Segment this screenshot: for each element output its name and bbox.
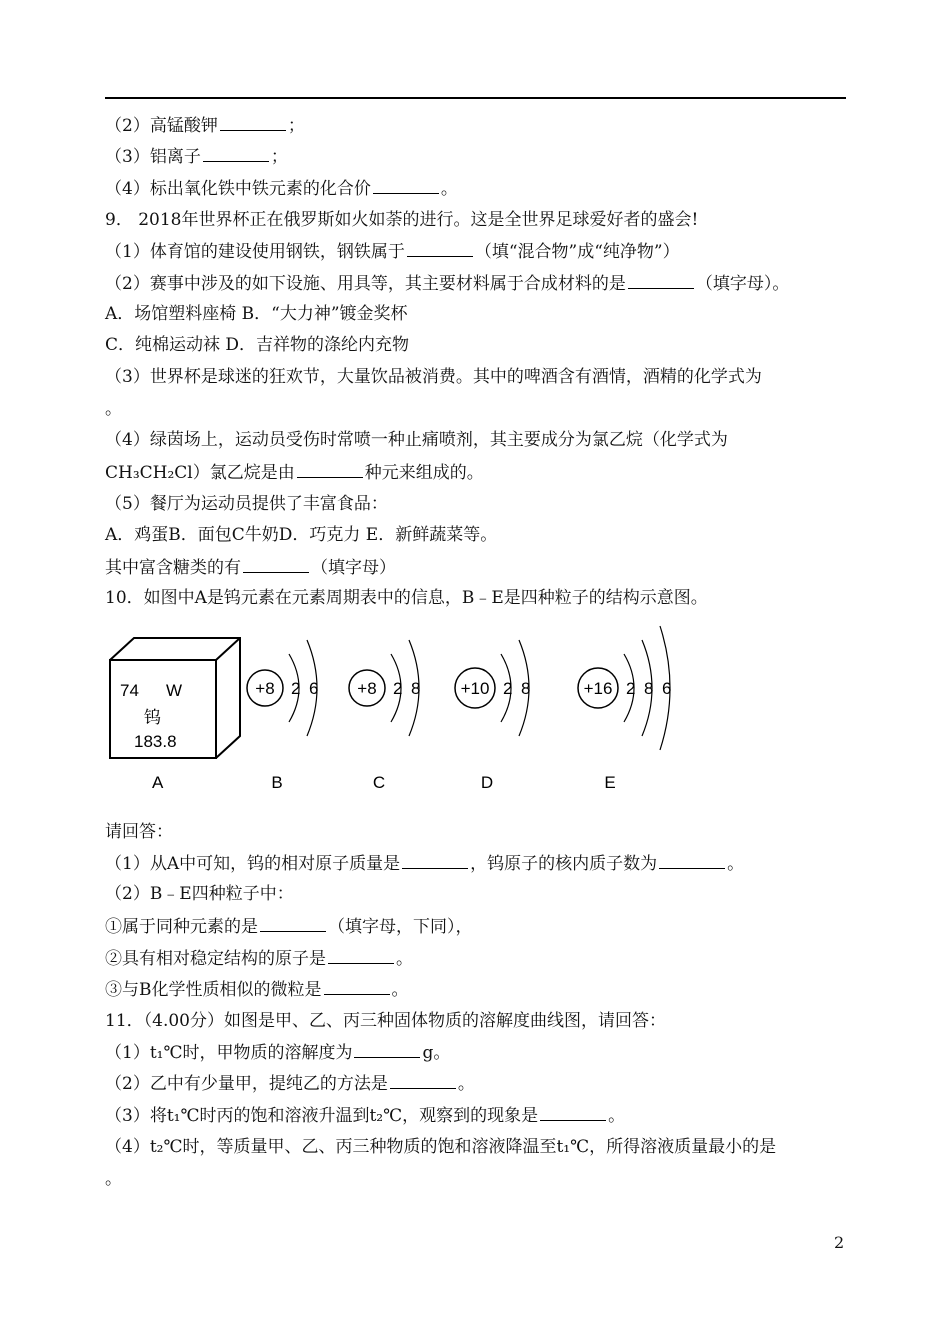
answer-blank — [220, 113, 286, 131]
line-text-after: 。 — [608, 1106, 626, 1126]
line-text: 请回答： — [105, 822, 173, 842]
line-text: 11．（4.00分）如图是甲、乙、丙三种固体物质的溶解度曲线图，请回答： — [105, 1011, 666, 1031]
line-text: （1）从A中可知，钨的相对原子质量是 — [105, 854, 401, 874]
line-text: ③与B化学性质相似的微粒是 — [105, 980, 322, 1000]
nucleus-charge: +8 — [357, 679, 377, 698]
line-text: （1）t₁℃时，甲物质的溶解度为 — [105, 1043, 353, 1063]
shell-electron-count: 6 — [309, 679, 319, 698]
line-text-after: 种元来组成的。 — [364, 463, 484, 483]
answer-blank — [354, 1040, 420, 1058]
text-line — [105, 239, 680, 264]
answer-blank — [659, 851, 725, 869]
text-line — [105, 492, 388, 516]
line-text-after: 。 — [396, 949, 413, 969]
text-line — [105, 1167, 122, 1191]
nucleus-charge: +8 — [255, 679, 275, 698]
element-number: 74 — [120, 681, 139, 700]
shell-electron-count: 8 — [521, 679, 531, 698]
header-rule — [105, 97, 846, 99]
line-text: （2）B﹣E四种粒子中： — [105, 884, 294, 904]
answer-blank — [324, 977, 390, 995]
line-text: CH₃CH₂Cl）氯乙烷是由 — [105, 463, 295, 483]
atom-label: C — [372, 773, 386, 792]
label-a: A — [152, 773, 164, 792]
element-mass: 183.8 — [134, 732, 177, 751]
text-line — [105, 208, 698, 232]
line-text: （2）乙中有少量甲，提纯乙的方法是 — [105, 1074, 388, 1094]
shell-electron-count: 6 — [662, 679, 672, 698]
line-text-after: 。 — [440, 179, 458, 199]
answer-blank — [243, 555, 309, 573]
line-text: （2）赛事中涉及的如下设施、用具等，其主要材料属于合成材料的是 — [105, 274, 626, 294]
text-line — [105, 302, 408, 326]
line-text: 10．如图中A是钨元素在元素周期表中的信息，B﹣E是四种粒子的结构示意图。 — [105, 588, 708, 608]
text-line — [105, 946, 413, 971]
text-line — [105, 820, 173, 844]
atom-diagram-b — [247, 640, 318, 792]
atom-label: E — [604, 773, 616, 792]
element-symbol: W — [166, 681, 183, 700]
line-text: （4）绿茵场上，运动员受伤时常喷一种止痛喷剂，其主要成分为氯乙烷（化学式为 — [105, 430, 728, 450]
line-text: ②具有相对稳定结构的原子是 — [105, 949, 326, 969]
line-text: ①属于同种元素的是 — [105, 917, 258, 937]
text-line — [105, 586, 708, 610]
text-line — [105, 113, 305, 138]
answer-blank — [540, 1103, 606, 1121]
line-text: 其中富含糖类的有 — [105, 558, 241, 578]
atom-diagram-e — [578, 626, 671, 792]
text-line — [105, 397, 122, 421]
text-line — [105, 1040, 450, 1065]
line-text: C．纯棉运动袜 D．吉祥物的涤纶内充物 — [105, 335, 410, 355]
line-text: （1）体育馆的建设使用钢铁，钢铁属于 — [105, 242, 405, 262]
line-text-after: g。 — [422, 1043, 451, 1063]
shell-electron-count: 2 — [626, 679, 636, 698]
line-text-after: 。 — [391, 980, 409, 1000]
answer-blank — [373, 176, 439, 194]
text-line — [105, 271, 789, 296]
text-line — [105, 176, 458, 201]
text-line — [105, 333, 409, 357]
atom-diagram-d — [455, 640, 530, 792]
atom-structure-figure — [100, 620, 720, 800]
text-line — [105, 144, 288, 169]
nucleus-charge: +16 — [583, 679, 613, 698]
line-text: 。 — [105, 1169, 122, 1189]
line-text: 9． 2018年世界杯正在俄罗斯如火如荼的进行。这是全世界足球爱好者的盛会! — [105, 210, 699, 230]
text-line — [105, 428, 728, 452]
answer-blank — [328, 946, 394, 964]
line-text: （3）铝离子 — [105, 147, 201, 167]
line-text-after: （填字母，下同）， — [328, 917, 473, 937]
line-text: （3）世界杯是球迷的狂欢节，大量饮品被消费。其中的啤酒含有酒情，酒精的化学式为 — [105, 367, 762, 387]
element-name: 钨 — [144, 708, 161, 728]
line-text-after: ； — [270, 147, 288, 167]
text-line — [105, 555, 396, 580]
answer-blank — [407, 239, 473, 257]
text-line — [105, 1103, 625, 1128]
text-line — [105, 1071, 475, 1096]
line-text: （4）标出氧化铁中铁元素的化合价 — [105, 179, 371, 199]
line-text: A．鸡蛋B．面包C牛奶D．巧克力 E．新鲜蔬菜等。 — [105, 525, 498, 545]
text-line — [105, 523, 497, 547]
line-text-after: 。 — [457, 1074, 475, 1094]
atom-label: B — [271, 773, 283, 792]
text-line — [105, 1009, 666, 1033]
line-text-after: （填字母）。 — [695, 274, 790, 294]
line-text-after: ； — [287, 116, 305, 136]
answer-blank — [390, 1071, 456, 1089]
line-text: （3）将t₁℃时丙的饱和溶液升温到t₂℃，观察到的现象是 — [105, 1106, 539, 1126]
answer-blank — [260, 914, 326, 932]
text-line — [105, 977, 409, 1002]
answer-blank — [402, 851, 468, 869]
answer-blank — [297, 460, 363, 478]
shell-electron-count: 2 — [393, 679, 403, 698]
line-text-after: （填字母） — [311, 558, 396, 578]
text-line — [105, 365, 762, 389]
line-text: （4）t₂℃时，等质量甲、乙、丙三种物质的饱和溶液降温至t₁℃，所得溶液质量最小的是 — [105, 1137, 777, 1157]
text-line — [105, 882, 294, 906]
answer-blank — [628, 271, 694, 289]
line-text-after: （填“混合物”成“纯净物”） — [474, 242, 680, 262]
line-text: A．场馆塑料座椅 B．“大力神”镀金奖杯 — [105, 304, 408, 324]
line-text-after: 。 — [727, 854, 745, 874]
line-text: 。 — [105, 399, 122, 419]
text-line — [105, 851, 744, 876]
atom-diagram-c — [349, 640, 420, 792]
text-line — [105, 1135, 776, 1159]
line-text-after: ，钨原子的核内质子数为 — [470, 854, 658, 874]
answer-blank — [203, 144, 269, 162]
page-number: 2 — [834, 1233, 845, 1252]
shell-electron-count: 8 — [644, 679, 654, 698]
line-text: （5）餐厅为运动员提供了丰富食品： — [105, 494, 388, 514]
atom-label: D — [480, 773, 494, 792]
nucleus-charge: +10 — [460, 679, 490, 698]
line-text: （2）高锰酸钾 — [105, 116, 218, 136]
shell-electron-count: 2 — [291, 679, 301, 698]
shell-electron-count: 2 — [503, 679, 513, 698]
text-line — [105, 460, 484, 485]
text-line — [105, 914, 473, 939]
shell-electron-count: 8 — [411, 679, 421, 698]
